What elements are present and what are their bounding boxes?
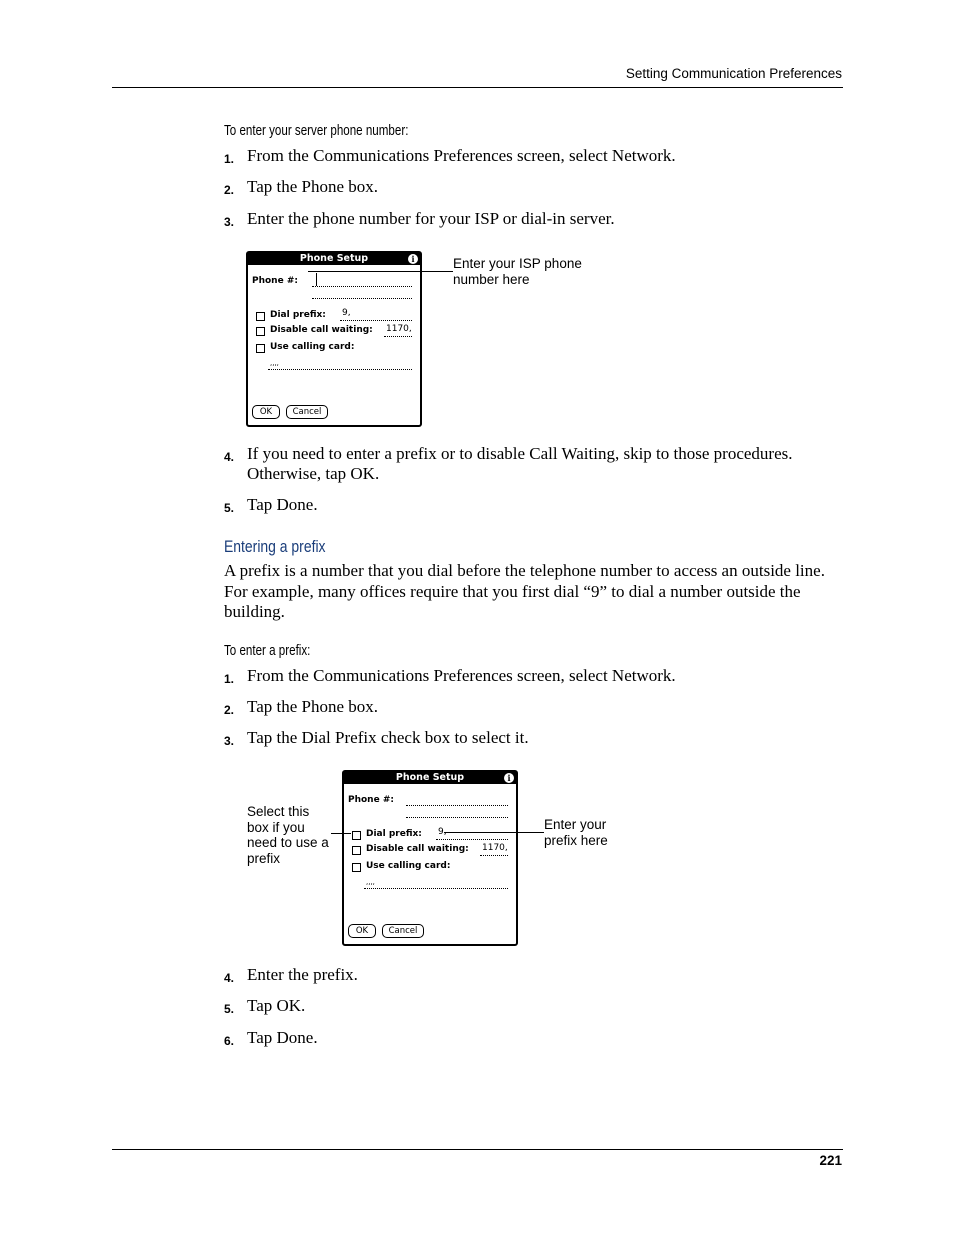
step-item: [224, 965, 844, 985]
step-text: Tap the Dial Prefix check box to select it.: [247, 728, 529, 747]
section-body: A prefix is a number that you dial before the telephone number to access an outside line. For example, many offices require that you first dial “9” to dial a number outside the building.: [224, 561, 825, 621]
step-number: 6.: [224, 1034, 235, 1048]
step-text: From the Communications Preferences screen, select Network.: [247, 666, 676, 685]
disable-call-waiting-checkbox: [256, 327, 265, 336]
step-text: Tap OK.: [247, 996, 306, 1015]
step-item: [224, 209, 844, 229]
step-item: [224, 666, 844, 686]
step-text: Tap the Phone box.: [247, 177, 379, 196]
calling-card-value: ,,,,: [270, 359, 279, 367]
step-number: 5.: [224, 501, 235, 515]
phone-number-field: [406, 805, 508, 806]
footer-rule: [112, 1149, 843, 1150]
step-text: From the Communications Preferences screen, select Network.: [247, 146, 676, 165]
running-header: Setting Communication Preferences: [625, 66, 842, 81]
disable-call-waiting-checkbox: [352, 846, 361, 855]
dial-prefix-value: 9,: [438, 827, 447, 837]
callout-line: box if you: [247, 819, 305, 835]
disable-call-waiting-field: [384, 336, 412, 337]
step-item: [224, 444, 844, 484]
step-item: [224, 177, 844, 197]
disable-call-waiting-label: Disable call waiting:: [366, 844, 469, 854]
step-number: 5.: [224, 1002, 235, 1016]
callout-line: number here: [453, 271, 530, 287]
phone-number-field-line2: [312, 298, 412, 299]
phone-number-field-line2: [406, 817, 508, 818]
callout-line: prefix: [247, 850, 281, 866]
procedure-heading-prefix: To enter a prefix:: [224, 643, 311, 659]
calling-card-checkbox: [352, 863, 361, 872]
step-number: 1.: [224, 152, 235, 166]
cancel-button: Cancel: [286, 405, 328, 419]
callout-line: need to use a: [247, 835, 329, 850]
callout-enter-prefix: [544, 817, 608, 848]
callout-line: prefix here: [544, 832, 608, 848]
callout-line: Select this: [247, 804, 310, 819]
callout-line: Enter your: [544, 817, 607, 832]
step-text: Tap the Phone box.: [247, 697, 379, 716]
dial-prefix-value: 9,: [342, 308, 351, 318]
step-item: [224, 728, 844, 748]
step-number: 2.: [224, 183, 235, 197]
screen-title: Phone Setup: [344, 772, 516, 784]
disable-call-waiting-value: 1170,: [386, 324, 412, 334]
dial-prefix-label: Dial prefix:: [366, 829, 422, 839]
step-item: [224, 697, 844, 717]
procedure-heading-server-phone: To enter your server phone number:: [224, 123, 409, 139]
dial-prefix-checkbox: [352, 831, 361, 840]
header-rule: [112, 87, 843, 88]
dial-prefix-field: [340, 320, 412, 321]
dial-prefix-label: Dial prefix:: [270, 310, 326, 320]
screen-title: Phone Setup: [248, 253, 420, 265]
calling-card-label: Use calling card:: [270, 342, 355, 352]
step-text: Tap Done.: [247, 1028, 318, 1047]
dial-prefix-checkbox: [256, 312, 265, 321]
cancel-button: Cancel: [382, 924, 424, 938]
callout-leader-line: [444, 832, 544, 833]
info-icon: i: [408, 254, 418, 264]
step-number: 4.: [224, 971, 235, 985]
step-text: If you need to enter a prefix or to disable Call Waiting, skip to those procedures. Otherwise, tap OK.: [247, 444, 793, 483]
step-text: Enter the prefix.: [247, 965, 358, 984]
step-number: 4.: [224, 450, 235, 464]
callout-leader-line: [331, 833, 351, 834]
phone-number-field: [312, 286, 412, 287]
disable-call-waiting-field: [480, 855, 508, 856]
text-cursor: [316, 273, 317, 286]
phone-setup-screen: [246, 251, 422, 427]
phone-setup-screen: [342, 770, 518, 946]
page-number: 221: [819, 1153, 842, 1168]
phone-number-label: Phone #:: [348, 795, 394, 805]
disable-call-waiting-value: 1170,: [482, 843, 508, 853]
calling-card-value: ,,,,: [366, 878, 375, 886]
step-text: Tap Done.: [247, 495, 318, 514]
calling-card-field: [364, 888, 508, 889]
section-heading: Entering a prefix: [224, 537, 326, 556]
step-item: [224, 996, 844, 1016]
disable-call-waiting-label: Disable call waiting:: [270, 325, 373, 335]
info-icon: i: [504, 773, 514, 783]
callout-select-box: [247, 804, 329, 866]
calling-card-checkbox: [256, 344, 265, 353]
step-number: 1.: [224, 672, 235, 686]
calling-card-field: [268, 369, 412, 370]
step-item: [224, 495, 844, 515]
callout-isp-phone: [453, 256, 582, 287]
step-item: [224, 1028, 844, 1048]
callout-leader-line: [308, 271, 453, 272]
step-item: [224, 146, 844, 166]
ok-button: OK: [348, 924, 376, 938]
callout-line: Enter your ISP phone: [453, 256, 582, 271]
phone-number-label: Phone #:: [252, 276, 298, 286]
step-text: Enter the phone number for your ISP or dial-in server.: [247, 209, 615, 228]
step-number: 2.: [224, 703, 235, 717]
step-number: 3.: [224, 215, 235, 229]
dial-prefix-field: [436, 839, 508, 840]
calling-card-label: Use calling card:: [366, 861, 451, 871]
step-number: 3.: [224, 734, 235, 748]
ok-button: OK: [252, 405, 280, 419]
